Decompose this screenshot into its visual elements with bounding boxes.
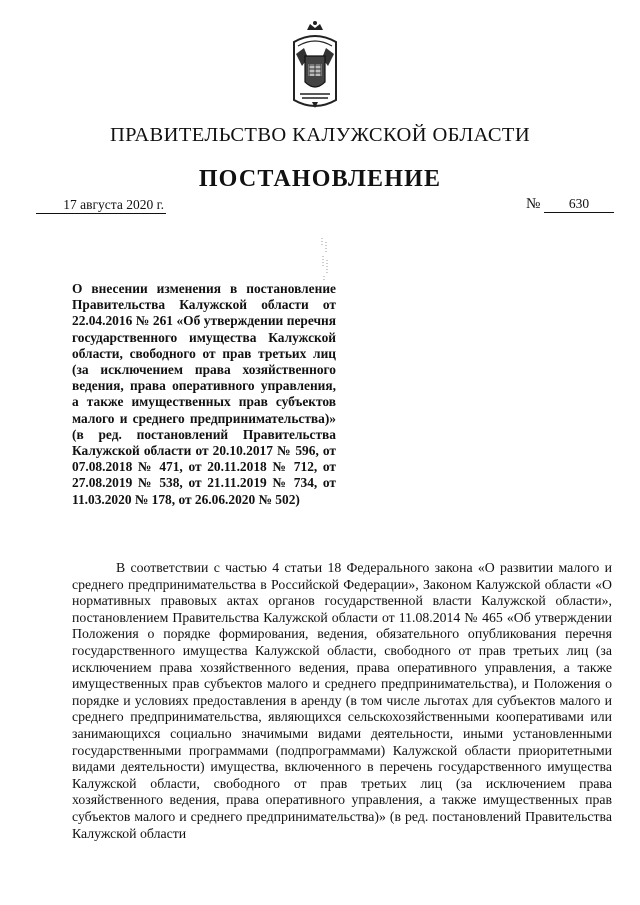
coat-of-arms-icon [290, 20, 340, 112]
scan-marks [318, 236, 332, 282]
document-type: ПОСТАНОВЛЕНИЕ [198, 166, 442, 192]
document-number: 630 [544, 196, 614, 213]
government-title: ПРАВИТЕЛЬСТВО КАЛУЖСКОЙ ОБЛАСТИ [109, 124, 531, 146]
document-body [72, 560, 612, 842]
number-label: № [526, 196, 541, 212]
subject-text: О внесении изменения в постановление Правительства Калужской области от 22.04.2016 № 261 «Об утверждении перечня государственного имущества Калужской области, свободного от прав третьих лиц (за исключением права хозяйственного ведения, права оперативного управления, а также имущественных прав субъектов малого и среднего предпринимательства)» (в ред. постановлений Правительства Калужской области от 20.10.2017 № 596, от 07.08.2018 № 471, от 20.11.2018 № 712, от 27.08.2019 № 538, от 21.11.2019 № 734, от 11.03.2020 № 178, от 26.06.2020 № 502) [72, 281, 336, 507]
body-paragraph: В соответствии с частью 4 статьи 18 Федерального закона «О развитии малого и среднего предпринимательства в Российской Федерации», Законом Калужской области «О нормативных правовых актах органов государственной власти Калужской области», постановлением Правительства Калужской области от 11.08.2014 № 465 «Об утверждении Положения о порядке формирования, ведения, обязательного опубликования перечня государственного имущества Калужской области, свободного от прав третьих лиц (за исключением права хозяйственного ведения, права оперативного управления, а также имущественных прав субъектов малого и среднего предпринимательства), и Положения о порядке и условиях предоставления в аренду (в том числе льготах для субъектов малого и среднего предпринимательства, являющихся сельскохозяйственными кооперативами или занимающихся социально значимыми видами деятельности, иными установленными государственными программами (подпрограммами) Калужской области приоритетными видами деятельности) имущества, включенного в перечень государственного имущества Калужской области, свободного от прав третьих лиц (за исключением права хозяйственного ведения, права оперативного управления, а также имущественных прав субъектов малого и среднего предпринимательства)» (в ред. постановлений Правительства Калужской области [72, 560, 612, 841]
document-subject [72, 281, 336, 508]
document-date: 17 августа 2020 г. [36, 197, 166, 214]
